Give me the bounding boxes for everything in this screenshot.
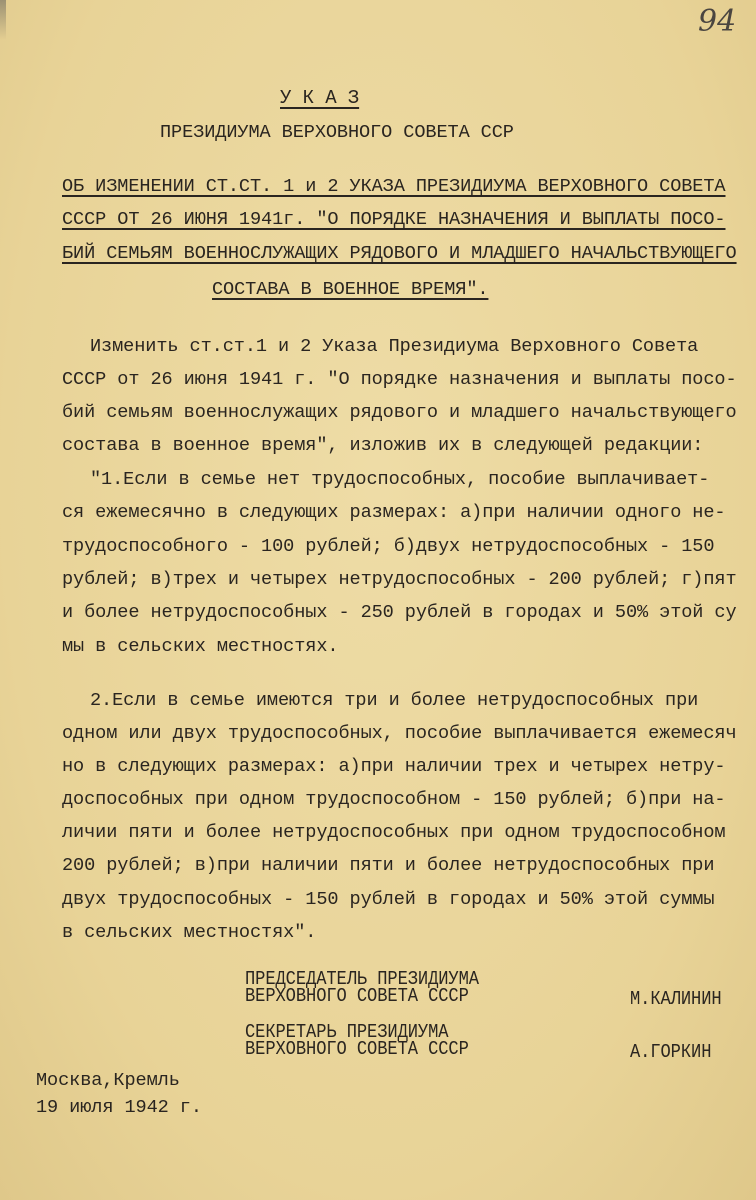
title-line: ОБ ИЗМЕНЕНИИ СТ.СТ. 1 и 2 УКАЗА ПРЕЗИДИУМА ВЕРХОВНОГО СОВЕТА [62,176,726,197]
signature-title: ВЕРХОВНОГО СОВЕТА СССР [245,1038,469,1060]
body-line: "1.Если в семье нет трудоспособных, пособие выплачивает- [90,469,710,490]
title-line: БИЙ СЕМЬЯМ ВОЕННОСЛУЖАЩИХ РЯДОВОГО И МЛАДШЕГО НАЧАЛЬСТВУЮЩЕГО [62,243,737,264]
body-line: в сельских местностях". [62,922,317,943]
body-line: но в следующих размерах: а)при наличии трех и четырех нетру- [62,756,726,777]
body-line: трудоспособного - 100 рублей; б)двух нетрудоспособных - 150 [62,536,715,557]
body-line: одном или двух трудоспособных, пособие выплачивается ежемесяч [62,723,737,744]
signature-title: ВЕРХОВНОГО СОВЕТА СССР [245,985,469,1007]
body-line: бий семьям военнослужащих рядового и младшего начальствующего [62,402,737,423]
body-line: доспособных при одном трудоспособном - 150 рублей; б)при на- [62,789,726,810]
date: 19 июля 1942 г. [36,1097,202,1118]
body-line: двух трудоспособных - 150 рублей в городах и 50% этой суммы [62,889,715,910]
title-line: СОСТАВА В ВОЕННОЕ ВРЕМЯ". [212,279,489,300]
body-line: состава в военное время", изложив их в следующей редакции: [62,435,704,456]
body-line: ся ежемесячно в следующих размерах: а)при наличии одного не- [62,502,726,523]
signature-name: А.ГОРКИН [630,1041,712,1063]
body-line: мы в сельских местностях. [62,636,339,657]
signature-title: СЕКРЕТАРЬ ПРЕЗИДИУМА [245,1021,449,1043]
subheading: ПРЕЗИДИУМА ВЕРХОВНОГО СОВЕТА ССР [160,122,514,143]
body-line: СССР от 26 июня 1941 г. "О порядке назначения и выплаты посо- [62,369,737,390]
title-line: СССР ОТ 26 ИЮНЯ 1941г. "О ПОРЯДКЕ НАЗНАЧЕНИЯ И ВЫПЛАТЫ ПОСО- [62,209,726,230]
body-line: личии пяти и более нетрудоспособных при одном трудоспособном [62,822,726,843]
body-line: 200 рублей; в)при наличии пяти и более нетрудоспособных при [62,855,715,876]
heading: У К А З [280,87,360,109]
folio-number: 94 [698,4,737,39]
body-line: и более нетрудоспособных - 250 рублей в городах и 50% этой су [62,602,737,623]
place: Москва,Кремль [36,1070,180,1091]
signature-title: ПРЕДСЕДАТЕЛЬ ПРЕЗИДИУМА [245,968,479,990]
signature-name: М.КАЛИНИН [630,988,722,1010]
body-line: Изменить ст.ст.1 и 2 Указа Президиума Верховного Совета [90,336,699,357]
page-edge-mark [0,0,6,40]
body-line: 2.Если в семье имеются три и более нетрудоспособных при [90,690,699,711]
body-line: рублей; в)трех и четырех нетрудоспособных - 200 рублей; г)пят [62,569,737,590]
